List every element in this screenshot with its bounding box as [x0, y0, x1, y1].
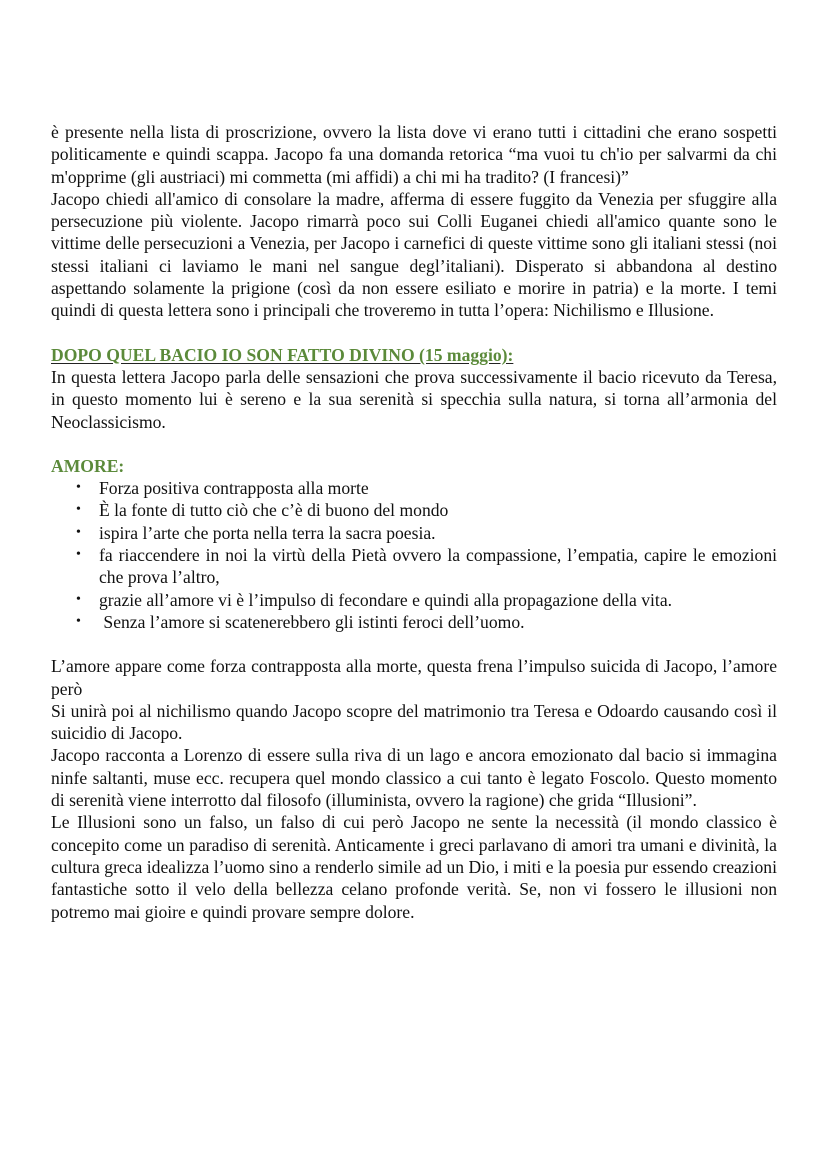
intro-paragraph-2: Jacopo chiedi all'amico di consolare la madre, afferma di essere fuggito da Venezia per sfuggire alla persecuzione più violente. Jacopo rimarrà poco sui Colli Euganei chiedi all'amico quante sono le vittime delle persecuzioni a Venezia, per Jacopo i carnefici di queste vittime sono gli italiani stessi (noi stessi italiani ci laviamo le mani nel sangue degl’italiani). Disperato si abbandona al destino aspettando solamente la prigione (così da non essere esiliato e morire in patria) e la morte. I temi quindi di questa lettera sono i principali che troveremo in tutta l’opera: Nichilismo e Illusione.	[51, 188, 777, 321]
bullet-icon: •	[76, 524, 81, 540]
list-item	[76, 611, 777, 633]
bullet-icon: •	[76, 613, 81, 629]
spacer	[51, 322, 777, 344]
bullet-icon: •	[76, 547, 81, 563]
amore-bullet-list	[51, 477, 777, 633]
closing-paragraph-4: Le Illusioni sono un falso, un falso di cui però Jacopo ne sente la necessità (il mondo classico è concepito come un paradiso di serenità. Anticamente i greci parlavano di amori tra umani e divinità, la cultura greca idealizza l’uomo sino a renderlo simile ad un Dio, i miti e la poesia pur essendo creazioni fantastiche sotto il velo della bellezza celano profonde verità. Se, non vi fossero le illusioni non potremo mai gioire e quindi provare sempre dolore.	[51, 812, 777, 922]
list-item	[76, 589, 777, 611]
list-item-text: fa riaccendere in noi la virtù della Pietà ovvero la compassione, l’empatia, capire le emozioni che prova l’altro,	[99, 545, 777, 588]
list-item-text: È la fonte di tutto ciò che c’è di buono del mondo	[99, 500, 449, 521]
section-heading-bacio: DOPO QUEL BACIO IO SON FATTO DIVINO (15 maggio):	[51, 344, 514, 365]
bullet-icon: •	[76, 502, 81, 518]
list-item-text: Senza l’amore si scatenerebbero gli istinti feroci dell’uomo.	[99, 611, 525, 632]
intro-paragraph-1: è presente nella lista di proscrizione, ovvero la lista dove vi erano tutti i cittadini che erano sospetti politicamente e quindi scappa. Jacopo fa una domanda retorica “ma vuoi tu ch'io per salvarmi da chi m'opprime (gli austriaci) mi commetta (mi affidi) a chi mi ha tradito? (I francesi)”	[51, 122, 777, 187]
closing-paragraph-2: Si unirà poi al nichilismo quando Jacopo scopre del matrimonio tra Teresa e Odoardo causando così il suicidio di Jacopo.	[51, 700, 777, 744]
list-item-text: Forza positiva contrapposta alla morte	[99, 478, 369, 499]
closing-paragraph-3: Jacopo racconta a Lorenzo di essere sulla riva di un lago e ancora emozionato dal bacio si immagina ninfe saltanti, muse ecc. recupera quel mondo classico a cui tanto è legato Foscolo. Questo momento di serenità viene interrotto dal filosofo (illuminista, ovvero la ragione) che grida “Illusioni”.	[51, 745, 777, 811]
spacer	[51, 633, 777, 655]
list-item	[76, 544, 777, 589]
list-item-text: ispira l’arte che porta nella terra la sacra poesia.	[99, 522, 436, 543]
bullet-icon: •	[76, 591, 81, 607]
spacer	[51, 433, 777, 455]
document-page	[51, 121, 777, 923]
section-heading-amore: AMORE:	[51, 455, 125, 476]
list-item-text: grazie all’amore vi è l’impulso di fecondare e quindi alla propagazione della vita.	[99, 589, 673, 610]
list-item	[76, 522, 777, 544]
closing-paragraph-1: L’amore appare come forza contrapposta alla morte, questa frena l’impulso suicida di Jacopo, l’amore però	[51, 656, 777, 699]
list-item	[76, 477, 777, 499]
bacio-paragraph: In questa lettera Jacopo parla delle sensazioni che prova successivamente il bacio ricevuto da Teresa, in questo momento lui è sereno e la sua serenità si specchia sulla natura, si torna all’armonia del Neoclassicismo.	[51, 366, 777, 432]
bullet-icon: •	[76, 480, 81, 496]
list-item	[76, 499, 777, 521]
